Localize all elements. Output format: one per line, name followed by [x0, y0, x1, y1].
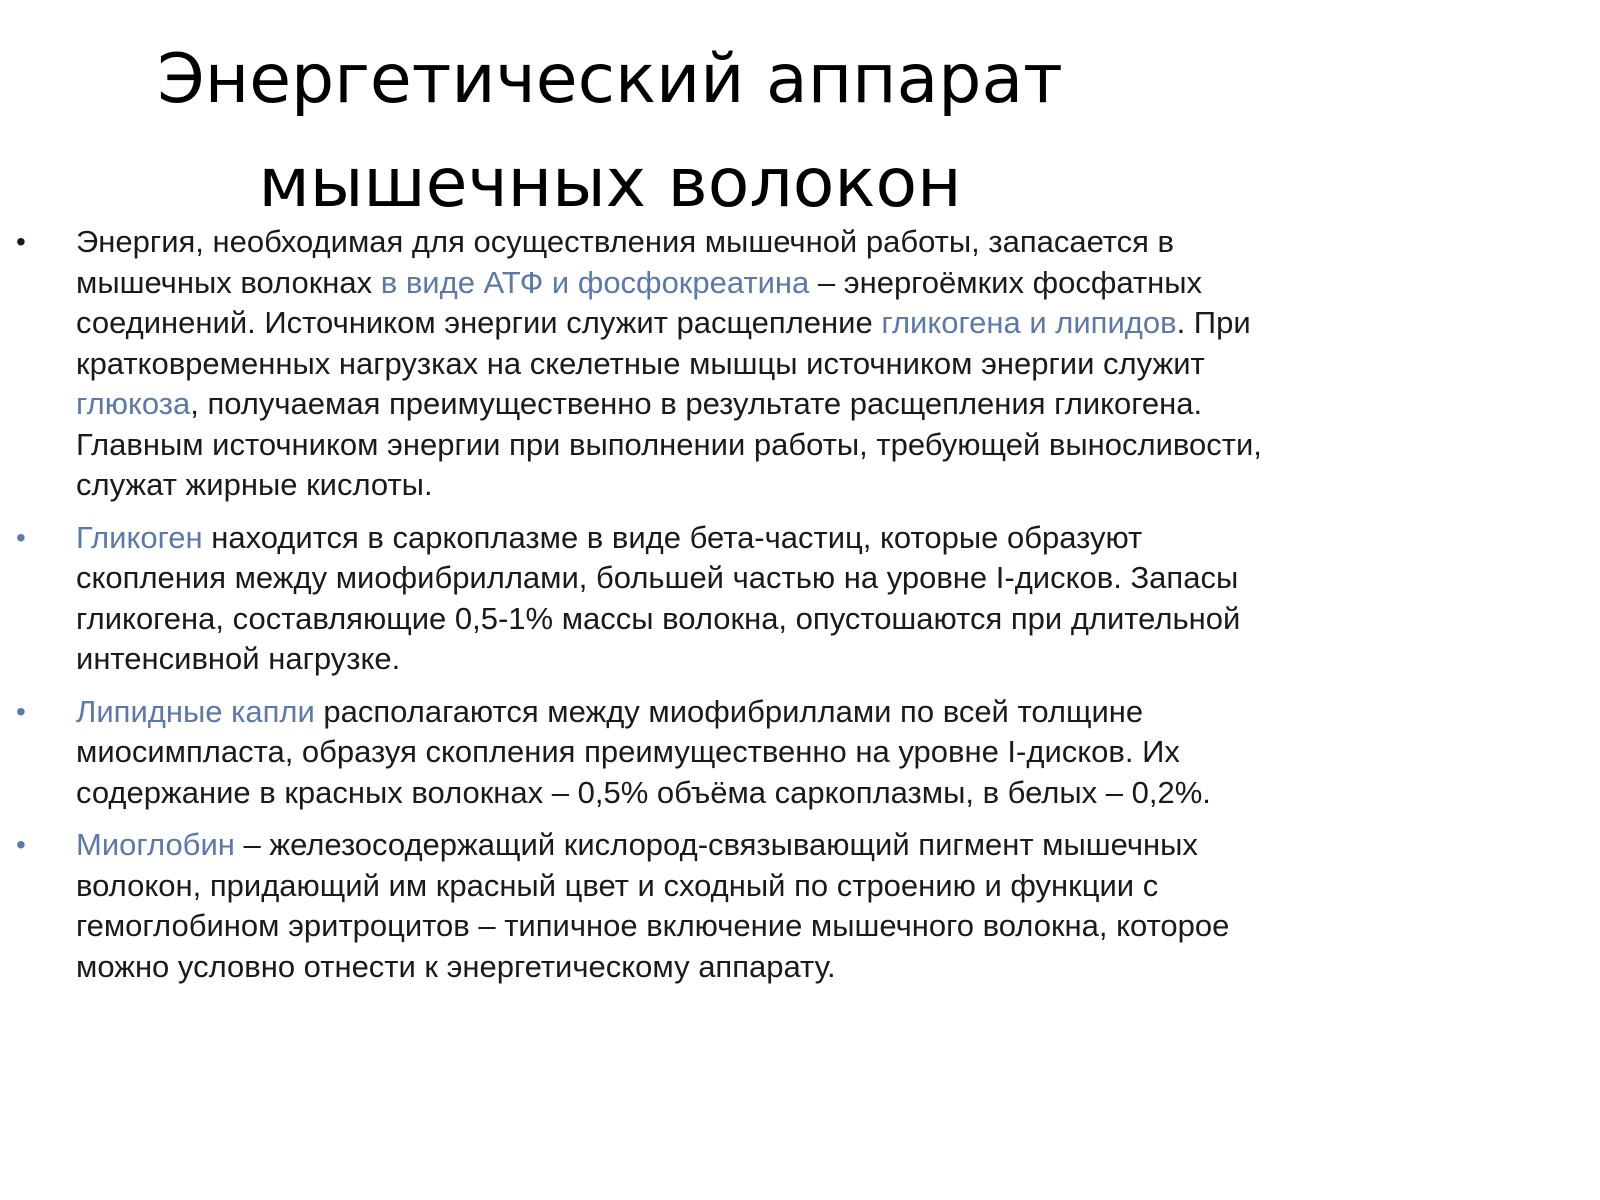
bullet-icon: • — [16, 226, 26, 257]
bullet-item-glycogen — [0, 518, 1290, 680]
highlight-text: Миоглобин — [76, 827, 235, 862]
highlight-text: в виде АТФ и фосфокреатина — [380, 264, 810, 300]
highlight-text: гликогена и липидов — [881, 305, 1177, 340]
bullet-icon: • — [16, 829, 26, 860]
bullet-text: располагаются между миофибриллами по всей толщине миосимпласта, образуя скопления преимущественно на уровне I-дисков. Их содержание в красных волокнах – 0,5% объёма саркоплазмы, в белых – 0,2%. — [76, 693, 1211, 810]
bullet-text: , получаемая преимущественно в результате расщепления гликогена. Главным источником энергии при выполнении работы, требующей выносливости, служат жирные кислоты. — [76, 386, 1262, 502]
bullet-item-lipid-drops — [0, 692, 1290, 814]
slide-title — [90, 28, 1130, 236]
bullet-item-myoglobin — [0, 825, 1290, 987]
bullet-text: Энергия, необходимая для осуществления мышечной работы, запасается в мышечных волокнах — [76, 224, 1175, 300]
bullet-text: – энергоёмких фосфатных соединений. Источником энергии служит расщепление — [76, 264, 1203, 340]
bullet-icon: • — [16, 521, 26, 553]
title-line-2: мышечных волокон — [258, 144, 962, 223]
highlight-text: Липидные капли — [76, 693, 315, 729]
bullet-icon: • — [16, 695, 26, 727]
bullet-text: . При кратковременных нагрузках на скелетные мышцы источником энергии служит — [76, 305, 1251, 381]
highlight-text: глюкоза — [76, 386, 191, 421]
bullet-list — [0, 222, 1290, 999]
bullet-text: – железосодержащий кислород-связывающий пигмент мышечных волокон, придающий им красный цвет и сходный по строению и функции с гемоглобином эритроцитов – типичное включение мышечного волокна, которое можно условно отнести к энергетическому аппарату. — [76, 827, 1230, 984]
highlight-text: Гликоген — [76, 519, 203, 555]
title-line-1: Энергетический аппарат — [157, 40, 1063, 119]
bullet-text: находится в саркоплазме в виде бета-частиц, которые образуют скопления между миофибриллами, большей частью на уровне I-дисков. Запасы гликогена, составляющие 0,5-1% массы волокна, опустошаются при длительной интенсивной нагрузке. — [76, 519, 1241, 676]
bullet-item-energy — [0, 222, 1290, 506]
